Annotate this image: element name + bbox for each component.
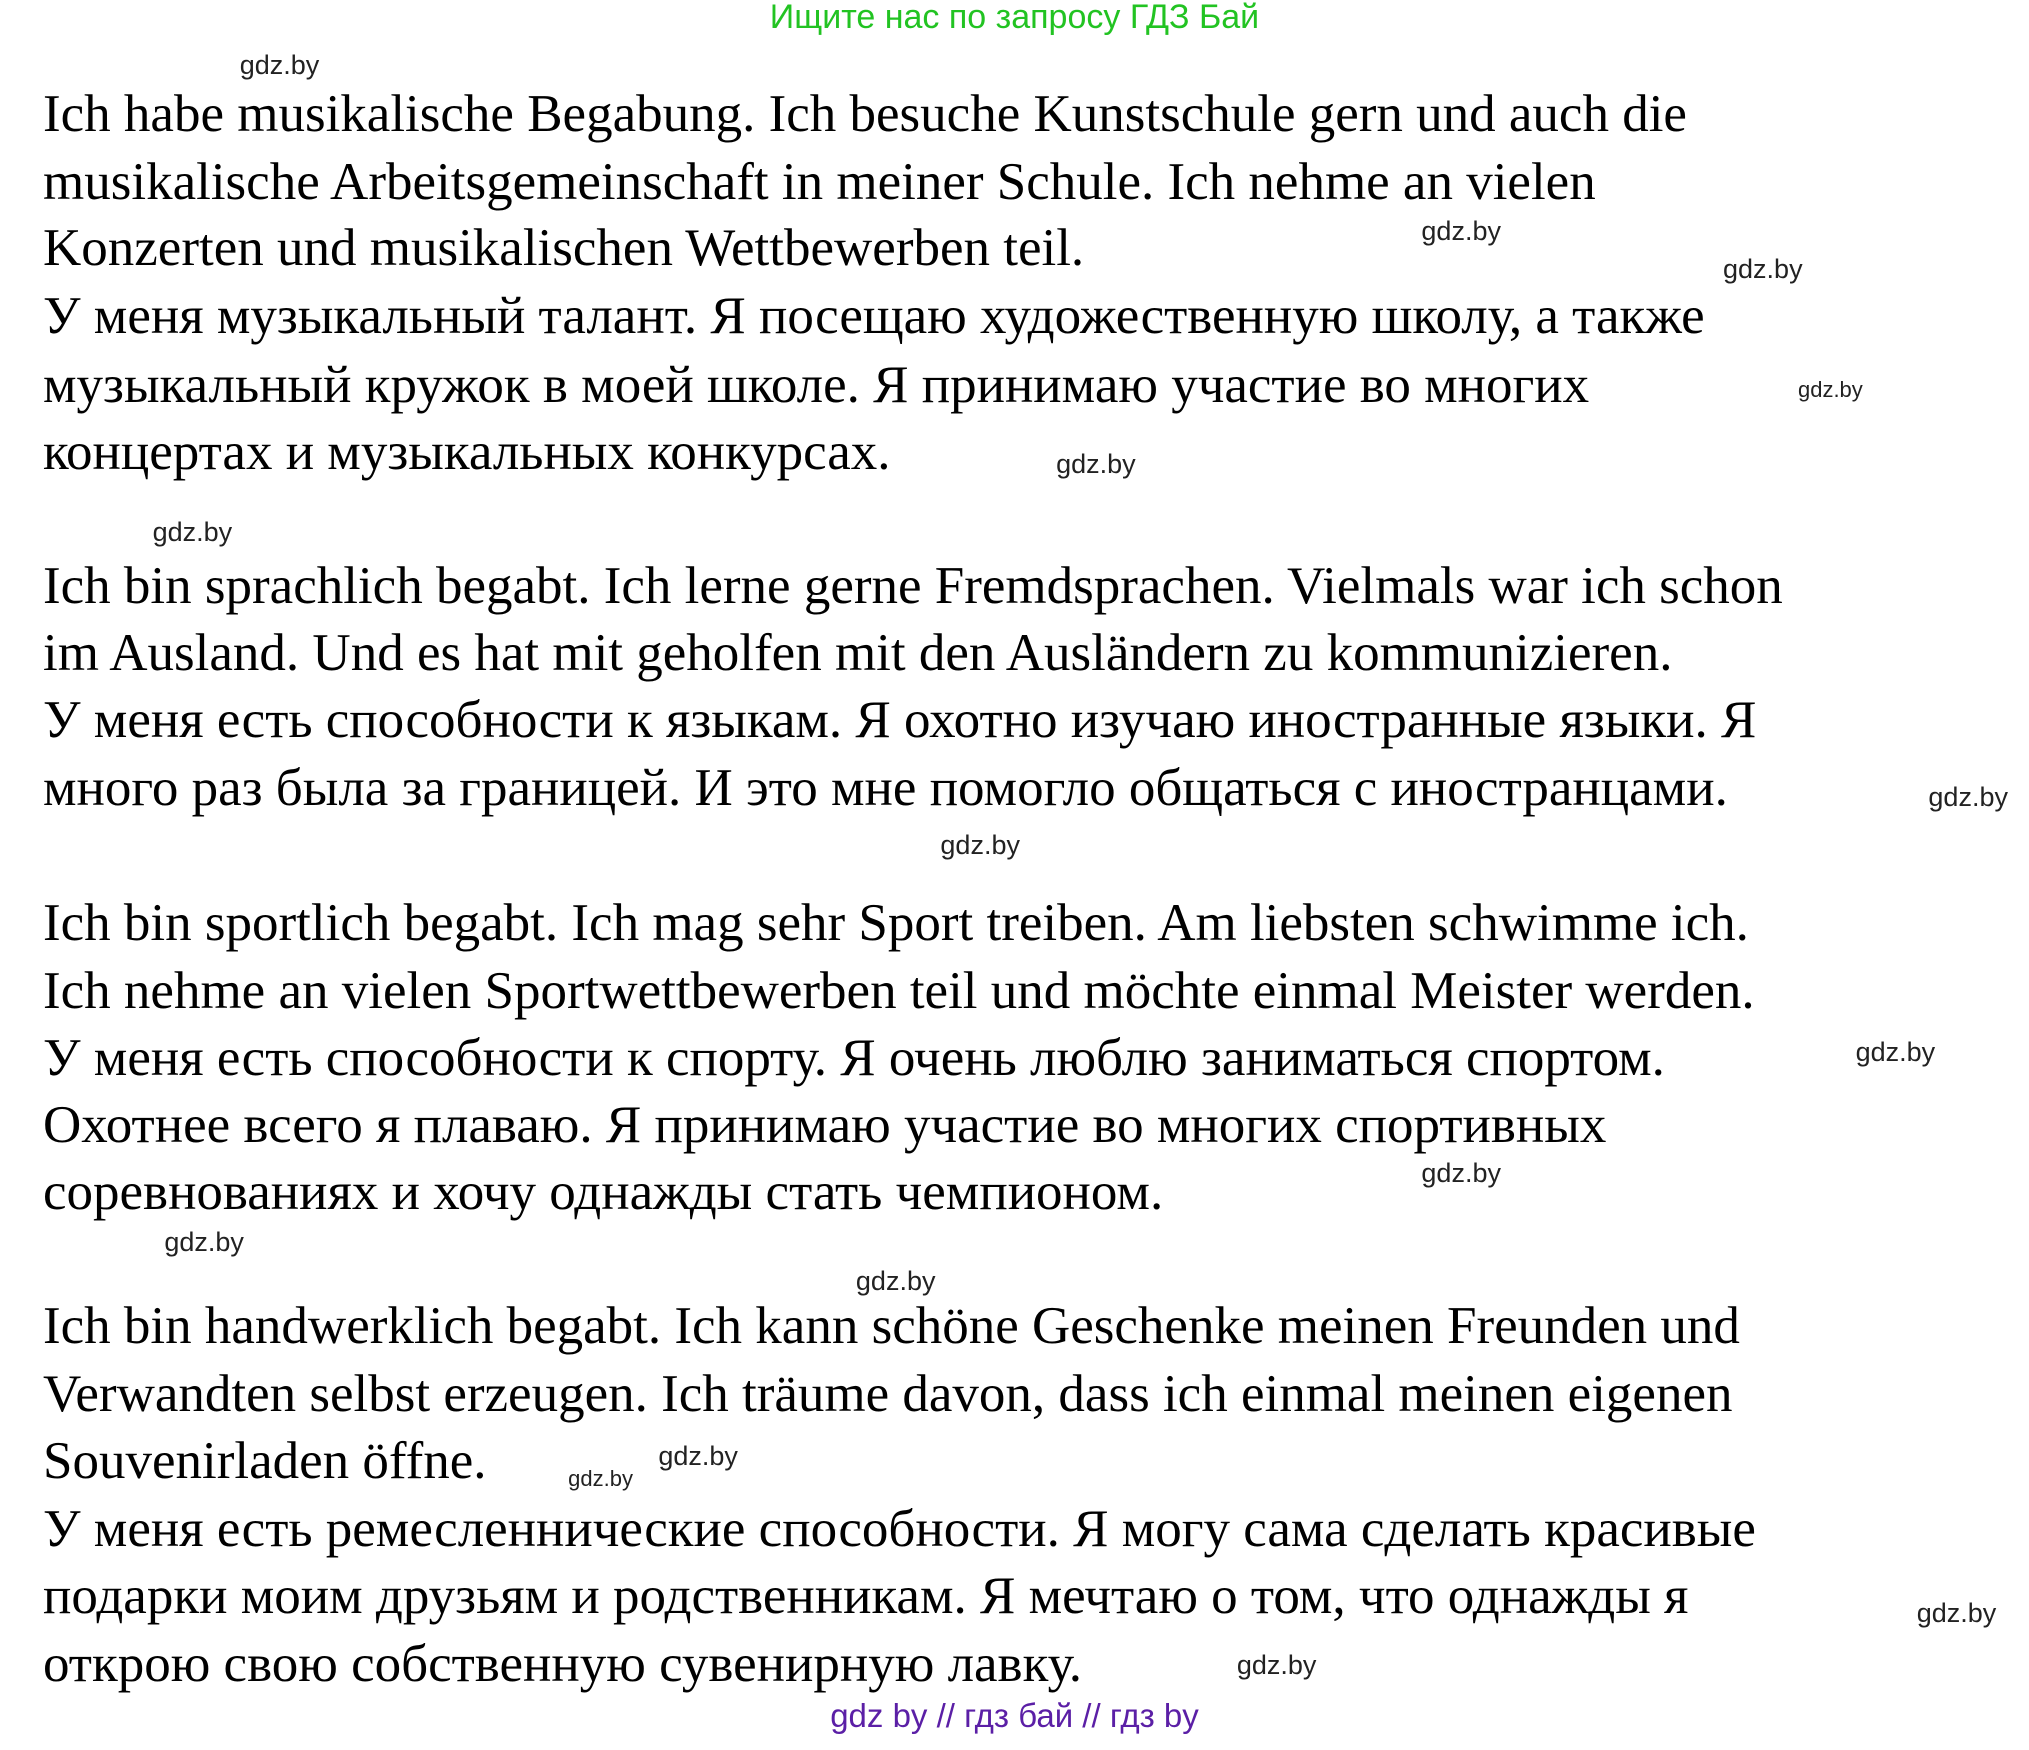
- text-line: Ich bin sprachlich begabt. Ich lerne gerne Fremdsprachen. Vielmals war ich schon: [43, 557, 1783, 616]
- watermark: gdz.by: [1056, 449, 1136, 480]
- footer-banner: gdz by // гдз бай // гдз by: [830, 1697, 1199, 1734]
- text-line: музыкальный кружок в моей школе. Я принимаю участие во многих: [43, 355, 1590, 414]
- text-line: У меня есть способности к языкам. Я охотно изучаю иностранные языки. Я: [43, 691, 1757, 750]
- watermark: gdz.by: [940, 830, 1020, 860]
- text-line: У меня есть способности к спорту. Я очень люблю заниматься спортом.: [43, 1029, 1665, 1088]
- text-line: Ich bin sportlich begabt. Ich mag sehr Sport treiben. Am liebsten schwimme ich.: [43, 894, 1749, 952]
- text-line: Ich habe musikalische Begabung. Ich besuche Kunstschule gern und auch die: [43, 85, 1687, 144]
- watermark: gdz.by: [1916, 1598, 1997, 1629]
- watermark: gdz.by: [658, 1441, 738, 1471]
- watermark: gdz.by: [1797, 377, 1863, 402]
- text-line: Konzerten und musikalischen Wettbewerben teil.: [43, 219, 1085, 278]
- watermark: gdz.by: [1421, 1157, 1501, 1188]
- site-banner: Ищите нас по запросу ГДЗ Бай: [769, 0, 1260, 36]
- watermark: gdz.by: [164, 1226, 244, 1257]
- text-line: подарки моим друзьям и родственникам. Я мечтаю о том, что однажды я: [43, 1567, 1689, 1626]
- text-line: концертах и музыкальных конкурсах.: [43, 423, 891, 482]
- watermark: gdz.by: [1421, 216, 1501, 247]
- text-line: Verwandten selbst erzeugen. Ich träume davon, dass ich einmal meinen eigenen: [43, 1364, 1733, 1423]
- watermark: gdz.by: [1236, 1650, 1317, 1681]
- watermark: gdz.by: [239, 50, 320, 80]
- text-line: musikalische Arbeitsgemeinschaft in meiner Schule. Ich nehme an vielen: [43, 153, 1596, 211]
- watermark: gdz.by: [152, 516, 233, 547]
- text-line: Охотнее всего я плаваю. Я принимаю участие во многих спортивных: [43, 1095, 1607, 1154]
- text-line: Ich bin handwerklich begabt. Ich kann schöne Geschenke meinen Freunden und: [43, 1297, 1740, 1355]
- text-line: im Ausland. Und es hat mit geholfen mit den Ausländern zu kommunizieren.: [43, 623, 1673, 682]
- watermark: gdz.by: [568, 1466, 634, 1492]
- text-line: У меня музыкальный талант. Я посещаю художественную школу, а также: [43, 286, 1705, 345]
- watermark: gdz.by: [855, 1265, 936, 1296]
- watermark: gdz.by: [1855, 1036, 1936, 1067]
- text-line: Souvenirladen öffne.: [43, 1432, 487, 1491]
- watermark: gdz.by: [1723, 254, 1803, 285]
- text-line: Ich nehme an vielen Sportwettbewerben teil und möchte einmal Meister werden.: [43, 961, 1755, 1020]
- text-line: соревнованиях и хочу однажды стать чемпионом.: [43, 1163, 1164, 1222]
- text-line: открою свою собственную сувенирную лавку.: [43, 1635, 1083, 1693]
- watermark: gdz.by: [1928, 781, 2008, 812]
- text-line: много раз была за границей. И это мне помогло общаться с иностранцами.: [43, 758, 1728, 817]
- text-line: У меня есть ремесленнические способности. Я могу сама сделать красивые: [43, 1499, 1756, 1558]
